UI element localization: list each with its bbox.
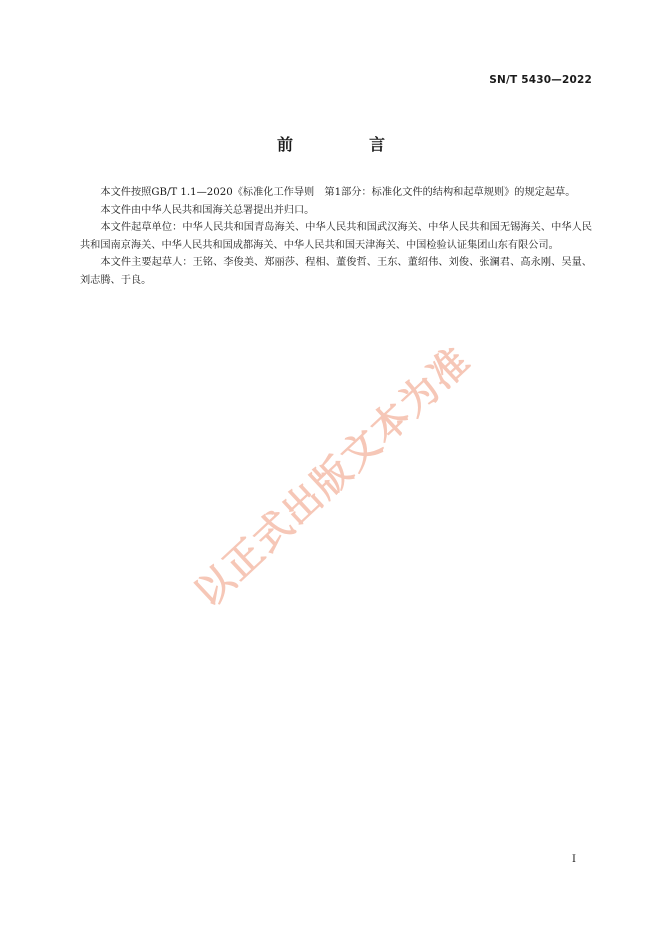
paragraph-drafters: 本文件主要起草人：王铭、李俊美、郑丽莎、程相、董俊哲、王东、董绍伟、刘俊、张澜君、高永刚、吴量、刘志腾、于良。 bbox=[80, 257, 592, 286]
foreword-body bbox=[80, 184, 592, 289]
paragraph-drafting-rules: 本文件按照GB/T 1.1—2020《标准化工作导则 第1部分：标准化文件的结构和起草规则》的规定起草。 bbox=[100, 187, 576, 198]
page-title: 前 言 bbox=[276, 135, 415, 154]
paragraph-drafting-units: 本文件起草单位：中华人民共和国青岛海关、中华人民共和国武汉海关、中华人民共和国无锡海关、中华人民共和国南京海关、中华人民共和国成都海关、中华人民共和国天津海关、中国检验认证集团山东有限公司。 bbox=[80, 222, 592, 251]
watermark: 以正式出版文本为准 bbox=[185, 337, 480, 616]
page-number: I bbox=[572, 854, 576, 865]
paragraph-proposer: 本文件由中华人民共和国海关总署提出并归口。 bbox=[100, 204, 315, 216]
standard-code: SN/T 5430—2022 bbox=[489, 74, 592, 86]
